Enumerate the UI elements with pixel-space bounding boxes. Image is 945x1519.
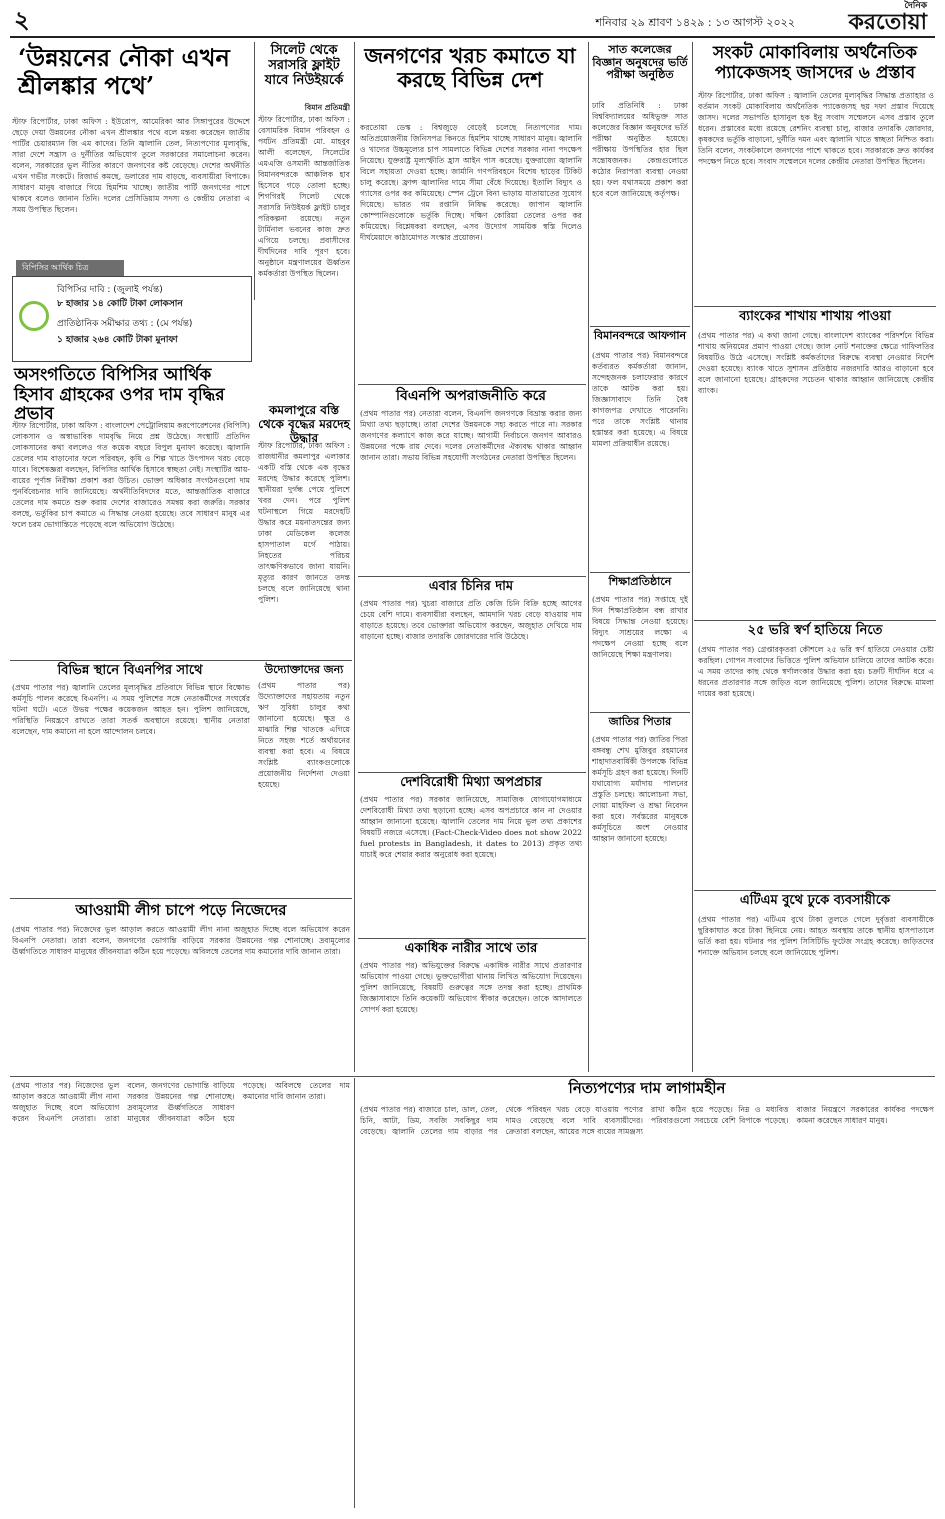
kicker-sylhet: বিমান প্রতিমন্ত্রী	[304, 103, 350, 112]
infobox-line2-label: প্রাতিষ্ঠানিক সমীক্ষার তথ্য : (মে পর্যন্ত)	[57, 319, 193, 329]
header-rule	[10, 36, 935, 38]
column-divider	[354, 1078, 355, 1508]
masthead	[848, 2, 927, 33]
body-father: (প্রথম পাতার পর) জাতির পিতা বঙ্গবন্ধু শেখ মুজিবুর রহমানের শাহাদাতবার্ষিকী উপলক্ষে বিভিন্ন কর্মসূচি গ্রহণ করা হয়েছে। দিনটি যথাযোগ্য মর্যাদায় পালনের প্রস্তুতি চলছে। আলোচনা সভা, দোয়া মাহফিল ও শ্রদ্ধা নিবেদন করা হবে। সর্বস্তরের মানুষকে কর্মসূচিতে অংশ নেওয়ার আহ্বান জানানো হয়েছে।	[592, 735, 688, 843]
divider	[590, 712, 690, 713]
body-bnp-propaganda: (প্রথম পাতার পর) নেতারা বলেন, বিএনপি জনগণকে বিভ্রান্ত করার জন্য মিথ্যা তথ্য ছড়াচ্ছে। তারা দেশের উন্নয়নকে সহ্য করতে পারে না। সরকার জনগণের কল্যাণে কাজ করে যাচ্ছে। আগামী নির্বাচনে জনগণ আবারও উন্নয়নের পক্ষে রায় দেবে। দলের নেতাকর্মীদের ঐক্যবদ্ধ থাকার আহ্বান জানান তারা। সভায় বিভিন্ন সহযোগী সংগঠনের নেতারা উপস্থিত ছিলেন।	[360, 409, 582, 462]
divider	[358, 772, 586, 773]
divider	[590, 572, 690, 573]
body-antistate: (প্রথম পাতার পর) সরকার জানিয়েছে, সামাজিক যোগাযোগমাধ্যমে দেশবিরোধী মিথ্যা তথ্য ছড়ানো হচ্ছে। এসব অপপ্রচারে কান না দেওয়ার আহ্বান জানানো হয়েছে। জ্বালানি তেলের দাম নিয়ে ভুল তথ্য প্রকাশের বিষয়টি নজরে এসেছে। (Fact-Check-Video does not show 2022 fuel protests in Bangladesh, it dates to 2013) প্রকৃত তথ্য যাচাই করে শেয়ার করার অনুরোধ করা হয়েছে।	[360, 795, 582, 859]
body-prices: (প্রথম পাতার পর) বাজারে চাল, ডাল, তেল, চিনি, আটা, ডিম, সবজি সবকিছুর দাম বেড়েছে। জ্বালানি তেলের দাম বাড়ার পর থেকে পরিবহন খরচ বেড়ে যাওয়ায় পণ্যের দামও বেড়েছে বলে দাবি ব্যবসায়ীদের। ক্রেতারা বলছেন, আয়ের সঙ্গে ব্যয়ের সামঞ্জস্য রাখা কঠিন হয়ে পড়েছে। নিম্ন ও মধ্যবিত্ত পরিবারগুলো সবচেয়ে বেশি বিপাকে পড়েছে। বাজার নিয়ন্ত্রণে সরকারের কার্যকর পদক্ষেপ কামনা করেছেন সাধারণ মানুষ।	[360, 1105, 934, 1136]
headline-sylhet: সিলেট থেকে সরাসরি ফ্লাইট যাবে নিউইয়র্কে	[264, 43, 344, 88]
divider	[590, 326, 690, 327]
headline-woman: একাধিক নারীর সাথে তার	[404, 941, 538, 956]
body-satcollege: ঢাবি প্রতিনিধি : ঢাকা বিশ্ববিদ্যালয়ের অধিভুক্ত সাত কলেজের বিজ্ঞান অনুষদের ভর্তি পরীক্ষা অনুষ্ঠিত হয়েছে। পরীক্ষায় উপস্থিতির হার ছিল সন্তোষজনক। কেন্দ্রগুলোতে কঠোর নিরাপত্তা ব্যবস্থা নেওয়া হয়। ফল যথাসময়ে প্রকাশ করা হবে বলে জানিয়েছে কর্তৃপক্ষ।	[592, 101, 688, 198]
dateline: শনিবার ২৯ শ্রাবণ ১৪২৯ : ১৩ আগস্ট ২০২২	[595, 16, 795, 29]
headline-prices: নিত্যপণ্যের দাম লাগামহীন	[568, 1079, 726, 1097]
infobox	[12, 276, 252, 362]
headline-kamalpur: কমলাপুরে বস্তি থেকে বৃদ্ধের মরদেহ উদ্ধার	[258, 403, 350, 445]
divider	[694, 890, 936, 891]
body-continued: (প্রথম পাতার পর) নিজেদের ভুল আড়াল করতে আওয়ামী লীগ নানা অজুহাত দিচ্ছে বলে অভিযোগ করেন বিএনপি নেতারা। তারা বলেন, জনগণের ভোগান্তি বাড়িয়ে সরকার উন্নয়নের গল্প শোনাচ্ছে। দ্রব্যমূল্যের ঊর্ধ্বগতিতে সাধারণ মানুষের জীবনযাত্রা কঠিন হয়ে পড়েছে। অবিলম্বে তেলের দাম কমানোর দাবি জানান তারা।	[12, 1081, 350, 1123]
body-bnp-various: (প্রথম পাতার পর) জ্বালানি তেলের মূল্যবৃদ্ধির প্রতিবাদে বিভিন্ন স্থানে বিক্ষোভ কর্মসূচি পালন করেছে বিএনপি। এ সময় পুলিশের সঙ্গে নেতাকর্মীদের সংঘর্ষের ঘটনা ঘটে। এতে উভয় পক্ষের কয়েকজন আহত হন। পুলিশ জানিয়েছে, পরিস্থিতি নিয়ন্ত্রণে রাখতে তারা সতর্ক অবস্থানে রয়েছে। স্থানীয় নেতারা বলেছেন, দাম কমানো না হলে আন্দোলন চলবে।	[12, 683, 250, 736]
headline-economy: সংকট মোকাবিলায় অর্থনৈতিক প্যাকেজসহ জাসদের ৬ প্রস্তাব	[712, 43, 918, 83]
divider	[10, 1076, 935, 1077]
body-education: (প্রথম পাতার পর) সপ্তাহে দুই দিন শিক্ষাপ্রতিষ্ঠান বন্ধ রাখার বিষয়ে সিদ্ধান্ত নেওয়া হয়েছে। বিদ্যুৎ সাশ্রয়ের লক্ষ্যে এ পদক্ষেপ নেওয়া হচ্ছে বলে জানিয়েছে শিক্ষা মন্ত্রণালয়।	[592, 595, 688, 659]
headline-antistate: দেশবিরোধী মিথ্যা অপপ্রচার	[400, 775, 542, 790]
body-srilanka: স্টাফ রিপোর্টার, ঢাকা অফিস : ইউরোপ, আমেরিকা আর সিঙ্গাপুরের উদ্দেশে ছেড়ে দেয়া উন্নয়নের নৌকা এখন শ্রীলঙ্কার পথে বলে মন্তব্য করেছেন জাতীয় পার্টির চেয়ারম্যান জি এম কাদের। তিনি জ্বালানি তেল, নিত্যপণ্যের মূল্যবৃদ্ধি, সারা দেশে সন্ত্রাস ও দুর্নীতির অভিযোগ তুলে সরকারের সমালোচনা করেন। বলেন, সরকারের ভুল নীতির কারণে জনগণের কষ্ট বেড়েছে। দেশের অর্থনীতি এখন গভীর সংকটে। রিজার্ভ কমছে, ডলারের দাম বাড়ছে, ব্যবসায়ীরা বিপাকে। সাধারণ মানুষ বাজারে গিয়ে হিমশিম খাচ্ছে। জাতীয় পার্টি জনগণের পাশে থাকবে বলেও জানান তিনি। দলের প্রেসিডিয়াম সদস্য ও কেন্দ্রীয় নেতারা এ সময় উপস্থিত ছিলেন।	[12, 117, 250, 214]
divider	[10, 660, 352, 661]
headline-awami: আওয়ামী লীগ চাপে পড়ে নিজেদের	[75, 901, 287, 919]
masthead-title: করতোয়া	[848, 9, 927, 35]
headline-sugar: এবার চিনির দাম	[428, 579, 514, 594]
body-economy: স্টাফ রিপোর্টার, ঢাকা অফিস : জ্বালানি তেলের মূল্যবৃদ্ধির সিদ্ধান্ত প্রত্যাহার ও বর্তমান সংকট মোকাবিলায় অর্থনৈতিক প্যাকেজসহ ছয় দফা প্রস্তাব দিয়েছে জাসদ। দলের সভাপতি হাসানুল হক ইনু সংবাদ সম্মেলনে এসব প্রস্তাব তুলে ধরেন। প্রস্তাবের মধ্যে রয়েছে রেশনিং ব্যবস্থা চালু, বাজার তদারকি জোরদার, কৃষকদের ভর্তুকি বাড়ানো, দুর্নীতি দমন এবং জ্বালানি খাতে স্বচ্ছতা নিশ্চিত করা। তিনি বলেন, সংকটকালে জনগণের পাশে থাকতে হবে। সরকারকে দ্রুত কার্যকর পদক্ষেপ নিতে হবে। সংবাদ সম্মেলনে দলের কেন্দ্রীয় নেতারা উপস্থিত ছিলেন।	[698, 91, 934, 166]
headline-satcollege: সাত কলেজের বিজ্ঞান অনুষদের ভর্তি পরীক্ষা অনুষ্ঠিত	[592, 43, 688, 82]
headline-atm: এটিএম বুথে ঢুকে ব্যবসায়ীকে	[739, 893, 891, 908]
headline-udyan: উদ্যোক্তাদের জন্য	[264, 663, 344, 676]
headline-costs: জনগণের খরচ কমাতে যা করছে বিভিন্ন দেশ	[364, 43, 576, 93]
divider	[694, 620, 936, 621]
body-sylhet: স্টাফ রিপোর্টার, ঢাকা অফিস : বেসামরিক বিমান পরিবহন ও পর্যটন প্রতিমন্ত্রী মো. মাহবুব আলী বলেছেন, সিলেটের এমএজি ওসমানী আন্তর্জাতিক বিমানবন্দরকে আঞ্চলিক হাব হিসেবে গড়ে তোলা হচ্ছে। শিগগিরই সিলেট থেকে সরাসরি নিউইয়র্ক ফ্লাইট চালুর পরিকল্পনা রয়েছে। নতুন টার্মিনাল ভবনের কাজ দ্রুত এগিয়ে চলছে। প্রবাসীদের দীর্ঘদিনের দাবি পূরণ হবে। অনুষ্ঠানে মন্ত্রণালয়ের ঊর্ধ্বতন কর্মকর্তারা উপস্থিত ছিলেন।	[258, 115, 350, 278]
divider	[358, 938, 586, 939]
infobox-line1-label: বিপিসির দাবি : (জুলাই পর্যন্ত)	[57, 285, 163, 295]
bpc-logo	[19, 301, 49, 331]
infobox-line1-value: ৮ হাজার ১৪ কোটি টাকা লোকসান	[57, 299, 183, 309]
divider	[10, 898, 352, 899]
column-divider	[588, 42, 589, 1072]
body-sugar: (প্রথম পাতার পর) খুচরা বাজারে প্রতি কেজি চিনি বিক্রি হচ্ছে আগের চেয়ে বেশি দামে। ব্যবসায়ীরা বলছেন, আমদানি খরচ বেড়ে যাওয়ায় দাম বাড়াতে হয়েছে। তবে ভোক্তারা অভিযোগ করছেন, অজুহাত দেখিয়ে দাম বাড়ানো হচ্ছে। বাজার তদারকি জোরদারের দাবি উঠেছে।	[360, 599, 582, 641]
headline-father: জাতির পিতার	[608, 715, 672, 728]
body-woman: (প্রথম পাতার পর) অভিযুক্তের বিরুদ্ধে একাধিক নারীর সাথে প্রতারণার অভিযোগ পাওয়া গেছে। ভুক্তভোগীরা থানায় লিখিত অভিযোগ দিয়েছেন। পুলিশ জানিয়েছে, বিষয়টি গুরুত্বের সঙ্গে তদন্ত করা হচ্ছে। প্রাথমিক জিজ্ঞাসাবাদে তিনি কয়েকটি অভিযোগ স্বীকার করেছেন। তাকে আদালতে সোপর্দ করা হয়েছে।	[360, 961, 582, 1014]
headline-bank: ব্যাংকের শাখায় শাখায় পাওয়া	[739, 309, 891, 324]
column-divider	[354, 42, 355, 1072]
body-awami: (প্রথম পাতার পর) নিজেদের ভুল আড়াল করতে আওয়ামী লীগ নানা অজুহাত দিচ্ছে বলে অভিযোগ করেন বিএনপি নেতারা। তারা বলেন, জনগণের ভোগান্তি বাড়িয়ে সরকার উন্নয়নের গল্প শোনাচ্ছে। দ্রব্যমূল্যের ঊর্ধ্বগতিতে সাধারণ মানুষের জীবনযাত্রা কঠিন হয়ে পড়েছে। অবিলম্বে তেলের দাম কমানোর দাবি জানান তারা।	[12, 925, 350, 956]
headline-bpc: অসংগতিতে বিপিসির আর্থিক হিসাব গ্রাহকের ওপর দাম বৃদ্ধির প্রভাব	[14, 365, 225, 425]
body-bank: (প্রথম পাতার পর) এ কথা জানা গেছে। বাংলাদেশ ব্যাংকের পরিদর্শনে বিভিন্ন শাখায় অনিয়মের প্রমাণ পাওয়া গেছে। জাল নোট শনাক্তের ক্ষেত্রে গাফিলতির বিষয়টিও উঠে এসেছে। সংশ্লিষ্ট কর্মকর্তাদের বিরুদ্ধে ব্যবস্থা নেওয়ার নির্দেশ দেওয়া হয়েছে। ব্যাংক খাতে সুশাসন প্রতিষ্ঠায় নজরদারি আরও বাড়ানো হবে বলে জানানো হয়েছে। গ্রাহকদের সচেতন থাকার আহ্বান জানিয়েছে কেন্দ্রীয় ব্যাংক।	[698, 331, 934, 395]
body-gold: (প্রথম পাতার পর) গ্রেপ্তারকৃতরা কৌশলে ২৫ ভরি স্বর্ণ হাতিয়ে নেওয়ার চেষ্টা করছিল। গোপন সংবাদের ভিত্তিতে পুলিশ অভিযান চালিয়ে তাদের আটক করে। এ সময় তাদের কাছ থেকে স্বর্ণালংকার উদ্ধার করা হয়। চক্রটি দীর্ঘদিন ধরে এ ধরনের প্রতারণার সঙ্গে জড়িত বলে জানিয়েছে পুলিশ। তাদের বিরুদ্ধে মামলা দায়ের করা হয়েছে।	[698, 645, 934, 698]
body-bpc: স্টাফ রিপোর্টার, ঢাকা অফিস : বাংলাদেশ পেট্রোলিয়াম করপোরেশনের (বিপিসি) লোকসান ও অস্বাভাবিক দামবৃদ্ধি নিয়ে প্রশ্ন উঠেছে। সংস্থাটি প্রতিদিন লোকসানের কথা বললেও গত কয়েক বছরে বিপুল মুনাফা করেছে। জ্বালানি তেলের দাম বাড়ানোর ফলে পরিবহন, কৃষি ও শিল্প খাতে উৎপাদন খরচ বেড়ে যাবে। বিশেষজ্ঞরা বলছেন, বিপিসির আর্থিক হিসাবে স্বচ্ছতা নেই। সংস্থাটির আয়-ব্যয়ের পূর্ণাঙ্গ নিরীক্ষা প্রকাশ করা উচিত। ভোক্তা অধিকার সংগঠনগুলো দাম পুনর্বিবেচনার দাবি জানিয়েছে। অর্থনীতিবিদদের মতে, আন্তর্জাতিক বাজারে তেলের দাম কমতে শুরু করায় দেশের বাজারেও সমন্বয় করা জরুরি। সরকার বলছে, ভর্তুকির চাপ কমাতে এ সিদ্ধান্ত নেওয়া হয়েছে। তবে সাধারণ মানুষ এর ফলে চরম ভোগান্তিতে পড়েছে বলে অভিযোগ উঠেছে।	[12, 421, 250, 529]
masthead-small: দৈনিক	[904, 1, 927, 11]
page-number: ২	[14, 5, 30, 34]
divider	[694, 306, 936, 307]
infobox-title: বিপিসির আর্থিক চিত্র	[16, 260, 124, 277]
headline-srilanka: ‘উন্নয়নের নৌকা এখন শ্রীলঙ্কার পথে’	[18, 43, 230, 100]
body-costs: করতোয়া ডেস্ক : বিশ্বজুড়ে বেড়েই চলেছে নিত্যপণ্যের দাম। অতিপ্রয়োজনীয় জিনিসপত্র কিনতে হিমশিম খাচ্ছে সাধারণ মানুষ। জ্বালানি ও খাদ্যের উচ্চমূল্যের চাপ সামলাতে বিভিন্ন দেশের সরকার নানা পদক্ষেপ নিয়েছে। যুক্তরাষ্ট্র মূল্যস্ফীতি হ্রাস আইন পাস করেছে। যুক্তরাজ্যে জ্বালানি বিলে সহায়তা দেওয়া হচ্ছে। জার্মানি গণপরিবহনে বিশেষ ছাড়ের টিকিট চালু করেছে। ফ্রান্স জ্বালানির দামে সীমা বেঁধে দিয়েছে। ইতালি বিদ্যুৎ ও গ্যাসের ওপর কর কমিয়েছে। স্পেন ট্রেনে বিনা ভাড়ায় যাতায়াতের সুযোগ দিয়েছে। ভারত গম রপ্তানি নিষিদ্ধ করেছে। জাপান জ্বালানি কোম্পানিগুলোকে ভর্তুকি দিচ্ছে। দক্ষিণ কোরিয়া তেলের ওপর কর কমিয়েছে। বিশ্লেষকরা বলছেন, এসব উদ্যোগ সাময়িক স্বস্তি দিলেও দীর্ঘমেয়াদে কাঠামোগত সংস্কার প্রয়োজন।	[360, 123, 582, 242]
divider	[358, 384, 586, 385]
infobox-line2-value: ১ হাজার ২৬৪ কোটি টাকা মুনাফা	[57, 335, 178, 345]
column-divider	[254, 42, 255, 300]
body-kamalpur: স্টাফ রিপোর্টার, ঢাকা অফিস : রাজধানীর কমলাপুর এলাকার একটি বস্তি থেকে এক বৃদ্ধের মরদেহ উদ্ধার করেছে পুলিশ। স্থানীয়রা দুর্গন্ধ পেয়ে পুলিশে খবর দেন। পরে পুলিশ ঘটনাস্থলে গিয়ে মরদেহটি উদ্ধার করে ময়নাতদন্তের জন্য ঢাকা মেডিকেল কলেজ হাসপাতাল মর্গে পাঠায়। নিহতের পরিচয় তাৎক্ষণিকভাবে জানা যায়নি। মৃত্যুর কারণ জানতে তদন্ত চলছে বলে জানিয়েছে থানা পুলিশ।	[258, 441, 350, 604]
body-vimanbandar: (প্রথম পাতার পর) বিমানবন্দরে কর্তব্যরত কর্মকর্তারা জানান, সন্দেহজনক চলাফেরার কারণে তাকে আটক করা হয়। জিজ্ঞাসাবাদে তিনি বৈধ কাগজপত্র দেখাতে পারেননি। পরে তাকে সংশ্লিষ্ট থানায় হস্তান্তর করা হয়েছে। এ বিষয়ে মামলা প্রক্রিয়াধীন রয়েছে।	[592, 351, 688, 448]
body-atm: (প্রথম পাতার পর) এটিএম বুথে টাকা তুলতে গেলে দুর্বৃত্তরা ব্যবসায়ীকে ছুরিকাঘাত করে টাকা ছিনিয়ে নেয়। আহত অবস্থায় তাকে স্থানীয় হাসপাতালে ভর্তি করা হয়। ঘটনার পর পুলিশ সিসিটিভি ফুটেজ সংগ্রহ করেছে। জড়িতদের শনাক্তে অভিযান চলছে বলে জানিয়েছে পুলিশ।	[698, 915, 934, 957]
headline-education: শিক্ষাপ্রতিষ্ঠানে	[608, 575, 672, 588]
headline-gold: ২৫ ভরি স্বর্ণ হাতিয়ে নিতে	[747, 623, 883, 638]
headline-vimanbandar: বিমানবন্দরে আফগান	[593, 329, 687, 342]
headline-bnp-propaganda: বিএনপি অপরাজনীতি করে	[396, 388, 546, 404]
body-udyan: (প্রথম পাতার পর) উদ্যোক্তাদের সহায়তায় নতুন ঋণ সুবিধা চালুর কথা জানানো হয়েছে। ক্ষুদ্র ও মাঝারি শিল্প খাতকে এগিয়ে নিতে সহজ শর্তে অর্থায়নের ব্যবস্থা করা হবে। এ বিষয়ে সংশ্লিষ্ট ব্যাংকগুলোকে প্রয়োজনীয় নির্দেশনা দেওয়া হয়েছে।	[258, 681, 350, 789]
column-divider	[692, 42, 693, 1072]
divider	[358, 576, 586, 577]
headline-bnp-various: বিভিন্ন স্থানে বিএনপির সাথে	[57, 663, 203, 678]
